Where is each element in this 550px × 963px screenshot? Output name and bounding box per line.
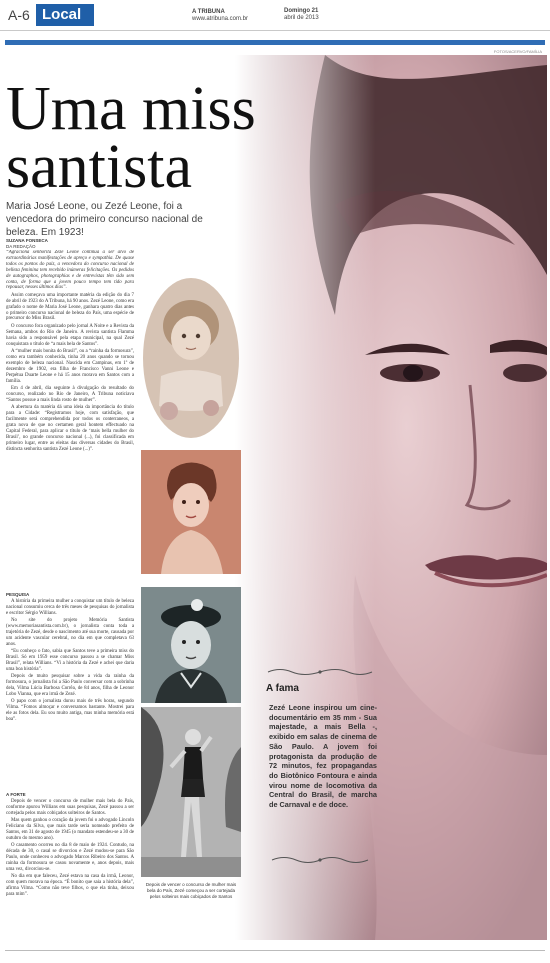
issue-month: abril de 2013 (284, 15, 319, 21)
paragraph: “Eu conheço o fato, sabia que Santos teve a primeira miss do Brasil. Só em 1959 esse concurso passou a se chamar Miss Brasil”, relata Willians. “Vi a história da Zezé e achei que daria uma boa história”. (6, 649, 134, 672)
sidebar-text: Zezé Leone inspirou um cine-documentário em 35 mm - Sua majestade, a mais Bella -, exibido em salas de cinema de São Paulo. A jovem foi protagonista da produção de 72 minutos, fez propagandas do Biotônico Fontoura e ainda virou nome de locomotiva da Central do Brasil, de marcha de Carnaval e de doce. (269, 703, 377, 810)
header-rule (5, 40, 545, 45)
young-woman-portrait-photo (141, 450, 241, 574)
paragraph: No site do projeto Memória Santista (www.memoriasantista.com.br), o jornalista conta toda a trajetória de Zezé, desde o nascimento até sua morte, causada por um acidente vascular cerebral, no dia em que completava 63 anos. (6, 618, 134, 647)
photo-caption: Depois de vencer o concurso de mulher mais bela do País, Zezé começou a ser cortejada pelos solteiros mais cobiçados de Santos (145, 882, 237, 899)
headline-line-2: santista (6, 133, 192, 201)
section-label[interactable]: Local (36, 4, 94, 26)
page-bottom-rule (5, 950, 545, 951)
newspaper-name (192, 9, 248, 23)
paragraph: Em 4 de abril, dia seguinte à divulgação do resultado do concurso, realizado no Rio de Janeiro, A Tribuna noticiava “Santos possue a mais linda rosto de mulher”. (6, 385, 134, 403)
page-number: A-6 (8, 7, 30, 23)
paragraph: O casamento ocorreu no dia 8 de maio de 1924. Contudo, na década de 30, o casal se divorciou e Zezé mudou-se para São Paulo, onde conheceu o advogado Marcos Ribeiro dos Santos. A rainha da formosura se casou novamente e, anos depois, mais uma vez, divorciou-se. (6, 843, 134, 872)
paragraph: A história da primeira mulher a conquistar um título de beleza nacional consumiu cerca de três meses de pesquisas do jornalista e escritor Sérgio Willians. (6, 598, 134, 616)
paragraph: Mas quem ganhou o coração da jovem foi o advogado Lincoln Feliciano da Silva, que mais tarde seria nomeado prefeito de Santos, em 31 de agosto de 1945 (o mandato estendeu-se a 30 de outubro do mesmo ano). (6, 818, 134, 841)
page-header (0, 0, 550, 31)
newspaper-title: A TRIBUNA (192, 9, 225, 15)
article-column-3 (6, 790, 134, 950)
article-dek: Maria José Leone, ou Zezé Leone, foi a vencedora do primeiro concurso nacional de beleza. Em 1923! (6, 201, 203, 238)
byline (6, 238, 48, 250)
author-role: DA REDAÇÃO (6, 244, 36, 249)
subhead-a-forte: A FORTE (6, 792, 26, 797)
paragraph: Depois de vencer o concurso de mulher mais bela do País, conforme apurou Willians em suas pesquisas, Zezé passou a ser cortejada pelos mais cobiçados solteiros de Santos. (6, 798, 134, 816)
paragraph: Assim começava uma importante matéria da edição do dia 7 de abril de 1923 do A Tribuna, há 90 anos. Zezé Leone, como era grafado o nome de Maria José Leone, ganhara quatro dias antes o primeiro concurso nacional de beleza do País, uma espécie de precursor do Miss Brasil. (6, 292, 134, 322)
paragraph: Depois de muito pesquisar sobre a vida da rainha da formosura, o jornalista foi a São Paulo conversar com a sobrinha dela, Vilma Lúcia Barbosa Corrêa, de 84 anos, filha de Leonor Lobo Vianna, que era irmã de Zezé. (6, 674, 134, 697)
ornament-top-icon (266, 667, 374, 677)
subhead-pesquisa: PESQUISA (6, 592, 30, 597)
paragraph: “Agraciona senhorita Zezé Leone continua a ser alvo de extraordinárias manifestações de apreço e sympathia. De quase todos os pontos do paiz, a vencedora do concurso nacional de belleza feminina tem recebido inúmeras felicitações. Os pedidos de autographos, photographias e de entrevistas têm sido sem conta, de forma que a jovem pouco tempo tem tido para repousar, nesses últimos dias”. (6, 250, 134, 291)
paragraph: A “mulher mais bonita do Brasil”, ou a “rainha da formosura”, como era também conhecida, tinha 20 anos quando se tornou exemplo de beleza nacional. Nascida em Campinas, em 1º de dezembro de 1902, era filha de Francisco Vanni Leone e Perpétua Duarte Leone e há 15 anos morava em Santos com a família. (6, 349, 134, 384)
child-portrait-photo (141, 276, 241, 440)
newspaper-website[interactable]: www.atribuna.com.br (192, 16, 249, 22)
woman-swimsuit-photo (141, 707, 241, 877)
issue-weekday: Domingo 21 (284, 8, 319, 14)
paragraph: O papo com o jornalista durou mais de três horas, segundo Vilma. “Fomos almoçar e conversamos bastante. Mostrei para ele as fotos dela. Eu sou muito antiga, mas minha memória está boa”. (6, 699, 134, 723)
paragraph: A abertura da matéria dá uma ideia da importância do título para a Cidade: “Registramos hoje, com satisfação, que facilmente será comprehendida por todos os conterraneos, a grata nova de que no certamen geral hontem effectuado na Capital Federal, para aplicar o título de ‘mais bella mulher do Brasil’, no grande concurso nacional (...), foi classificada em primeiro lugar, entre as eleitas das diversas cidades do Brasil, distincta senhorita santista Zezé Leone (...)”. (6, 405, 134, 452)
sidebar-title: A fama (266, 683, 299, 694)
issue-date (284, 8, 319, 22)
woman-with-hat-photo (141, 587, 241, 703)
article-column-2 (6, 590, 134, 763)
author-name: SUZANA FONSECA (6, 238, 48, 243)
headline-line-1: Uma miss (6, 75, 256, 143)
headline (6, 75, 276, 201)
ornament-bottom-icon (270, 855, 370, 865)
article-column-1 (6, 250, 134, 590)
paragraph: O concurso fora organizado pelo jornal A Noite e a Revista da Semana, ambos do Rio de Janeiro. A revista santista Flamma havia sido a responsável pela etapa municipal, na qual Zezé conquistara o título de “a mais bela de Santos”. (6, 323, 134, 347)
photo-credit: FOTOS/ACERVO/FAMÍLIA (493, 49, 542, 54)
paragraph: No dia em que faleceu, Zezé estava na casa da irmã, Leonor, com quem morava na época. “É bonito que saia a história dela”, afirma Vilma. “Como não teve filhos, o que ela tinha, deixou para mim”. (6, 874, 134, 897)
